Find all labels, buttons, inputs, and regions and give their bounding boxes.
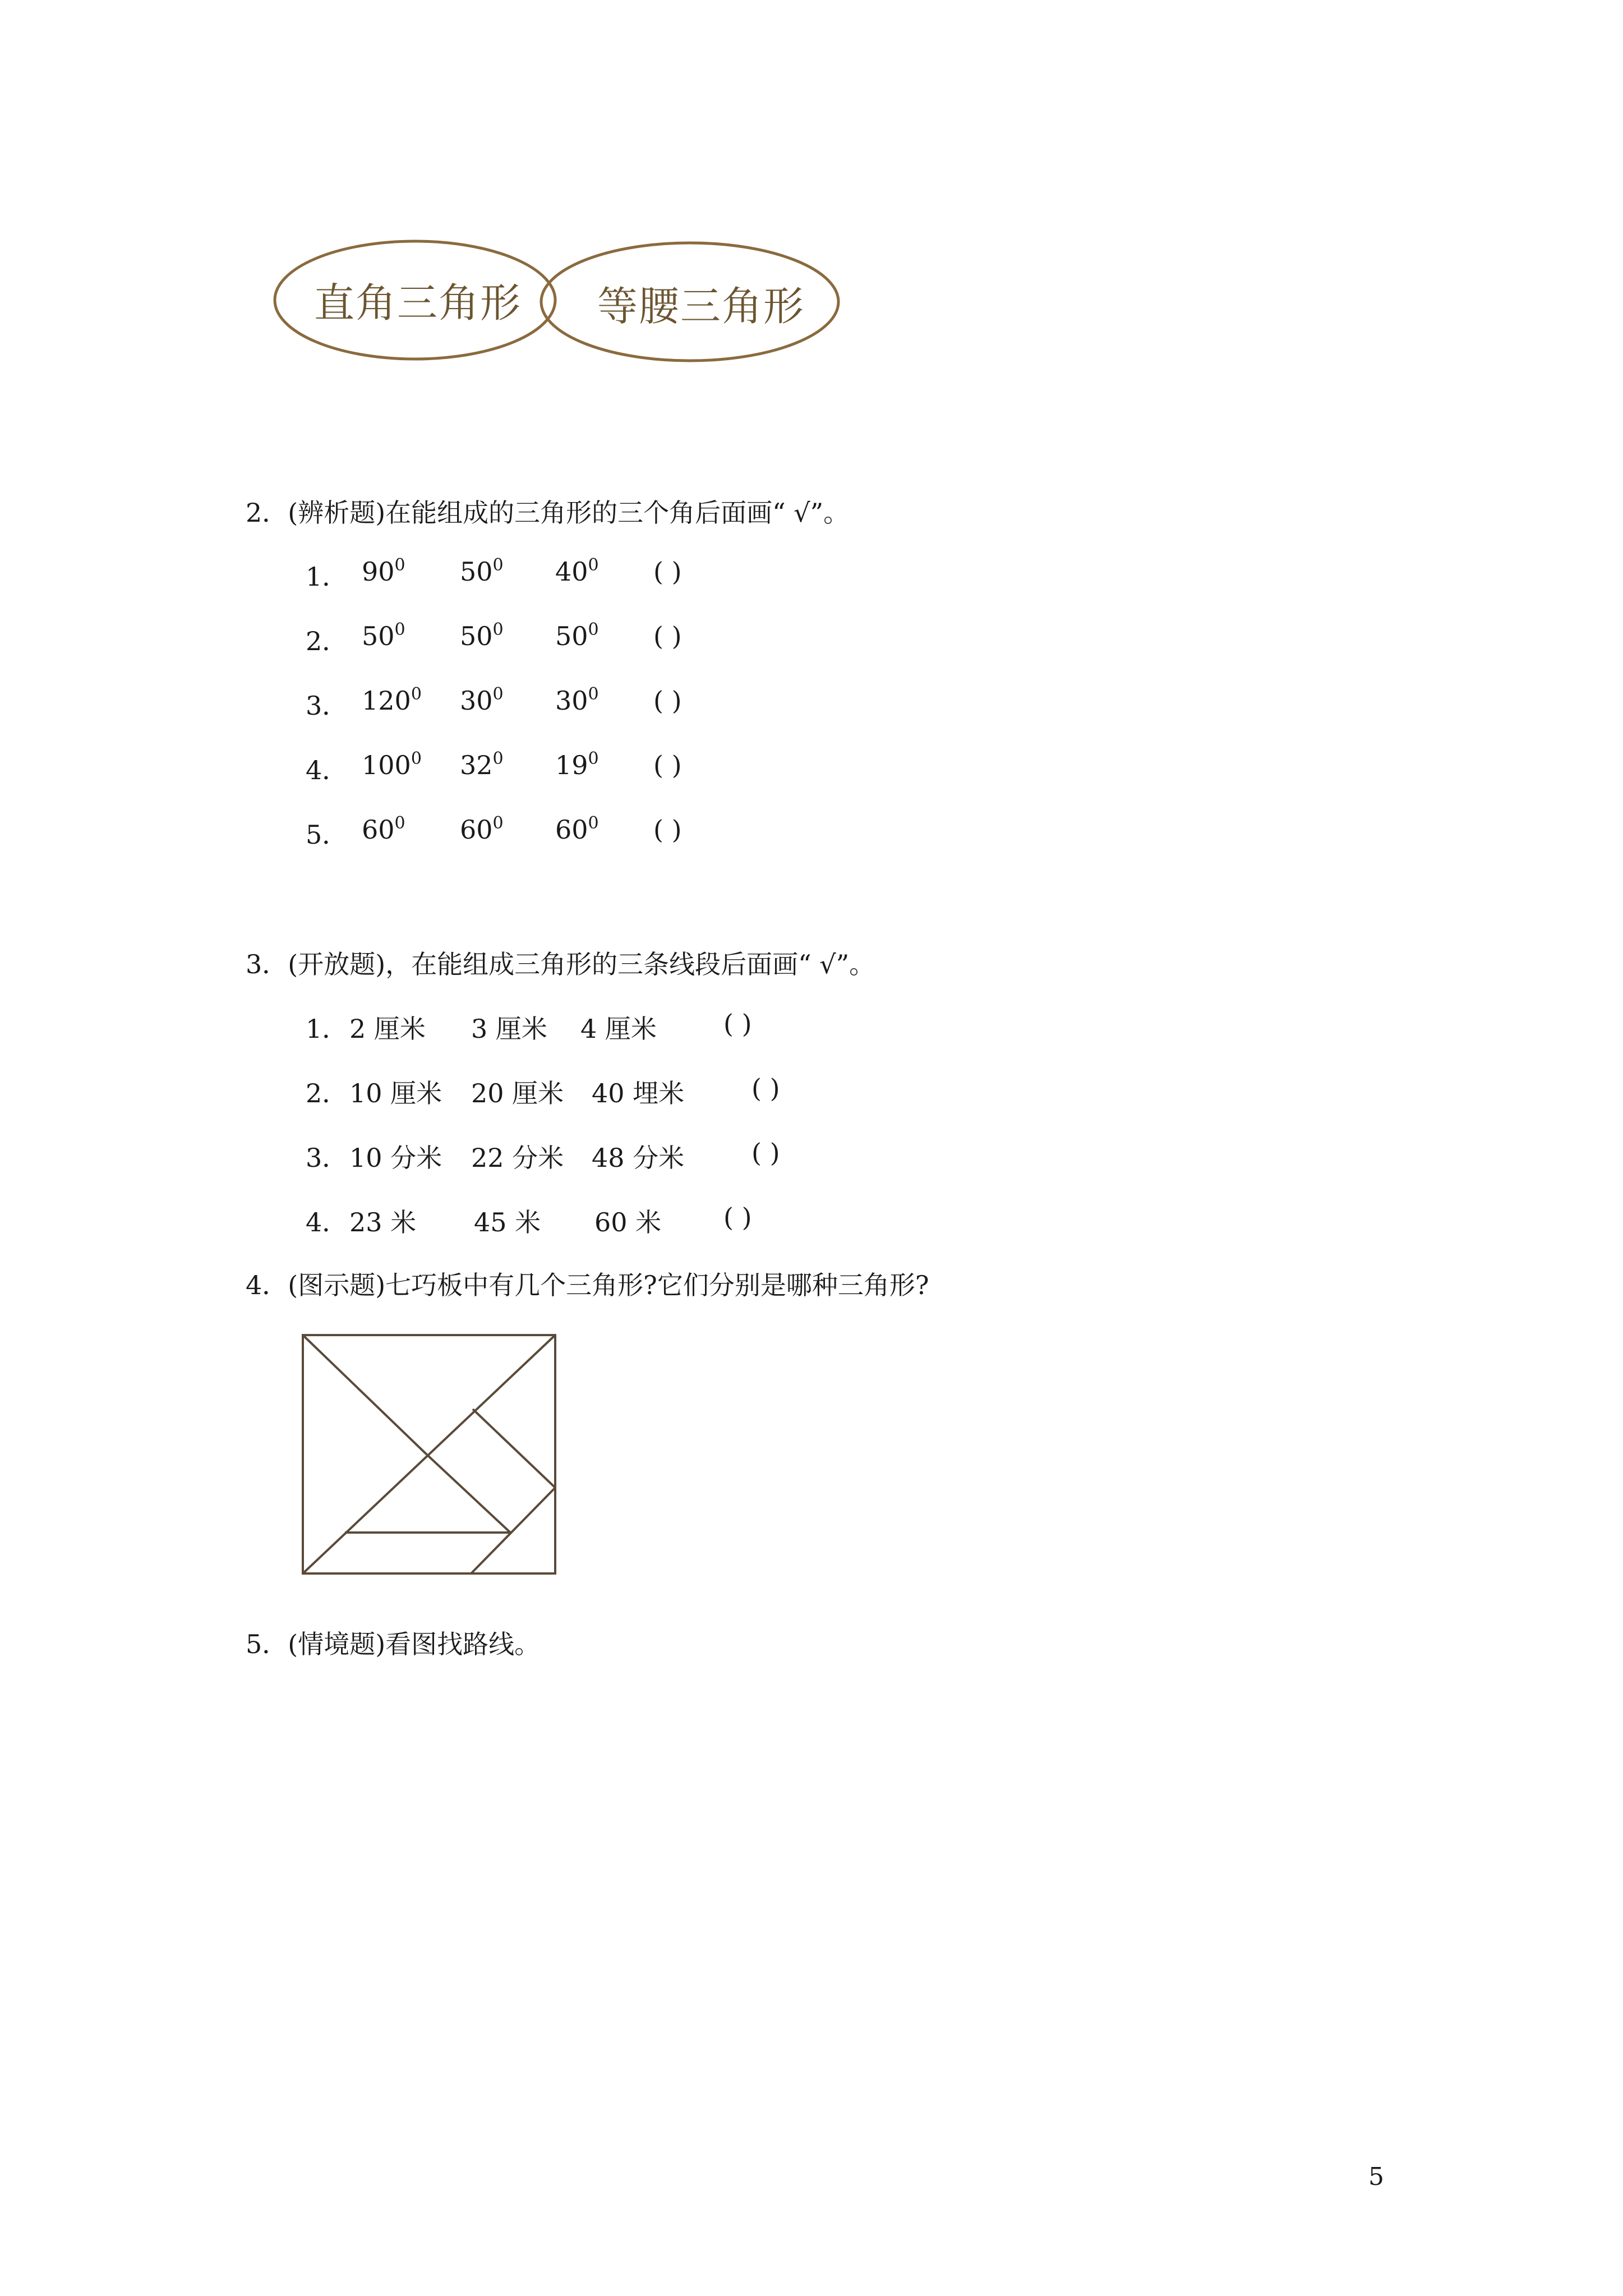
angle-c: $30^0$ xyxy=(555,684,599,716)
length-c: 40 埋米 xyxy=(592,1078,685,1108)
angle-b: $32^0$ xyxy=(460,749,504,780)
length-a: 2 厘米 xyxy=(349,1014,426,1044)
answer-parentheses[interactable]: ( ) xyxy=(653,815,682,845)
angle-b: $50^0$ xyxy=(460,555,504,587)
angle-a: $100^0$ xyxy=(362,749,422,780)
tangram-edge xyxy=(426,1454,510,1533)
answer-parentheses[interactable]: ( ) xyxy=(751,1073,780,1103)
answer-parentheses[interactable]: ( ) xyxy=(653,750,682,780)
tangram-edge xyxy=(473,1409,555,1488)
question-3-title: 3．(开放题)，在能组成三角形的三条线段后面画“ √”。 xyxy=(246,949,875,979)
answer-parentheses[interactable]: ( ) xyxy=(653,685,682,716)
item-number: 4． xyxy=(306,1207,348,1237)
item-number: 1． xyxy=(306,562,348,592)
angle-c: $60^0$ xyxy=(555,813,599,845)
length-a: 10 厘米 xyxy=(349,1078,442,1108)
angle-a: $120^0$ xyxy=(362,684,422,716)
item-number: 1． xyxy=(306,1014,348,1044)
item-number: 3． xyxy=(306,691,348,721)
tangram-edge xyxy=(471,1488,555,1573)
length-a: 10 分米 xyxy=(349,1143,442,1173)
item-number: 3． xyxy=(306,1143,348,1173)
answer-parentheses[interactable]: ( ) xyxy=(653,621,682,651)
length-c: 48 分米 xyxy=(592,1143,685,1173)
length-b: 20 厘米 xyxy=(471,1078,564,1108)
tangram-edge xyxy=(303,1335,426,1454)
angle-c: $50^0$ xyxy=(555,620,599,651)
item-number: 4． xyxy=(306,755,348,785)
answer-parentheses[interactable]: ( ) xyxy=(723,1202,752,1232)
item-number: 5． xyxy=(306,820,348,850)
angle-a: $50^0$ xyxy=(362,620,405,651)
angle-b: $30^0$ xyxy=(460,684,504,716)
answer-parentheses[interactable]: ( ) xyxy=(653,556,682,587)
tangram-figure xyxy=(300,1332,558,1590)
length-b: 45 米 xyxy=(474,1207,541,1237)
answer-parentheses[interactable]: ( ) xyxy=(723,1009,752,1039)
question-2-title: 2．(辨析题)在能组成的三角形的三个角后面画“ √”。 xyxy=(246,498,850,528)
angle-b: $60^0$ xyxy=(460,813,504,845)
angle-a: $90^0$ xyxy=(362,555,405,587)
length-b: 22 分米 xyxy=(471,1143,564,1173)
length-c: 4 厘米 xyxy=(580,1014,657,1044)
length-a: 23 米 xyxy=(349,1207,417,1237)
page-number: 5 xyxy=(1368,2162,1384,2191)
question-4-title: 4．(图示题)七巧板中有几个三角形?它们分别是哪种三角形? xyxy=(246,1270,929,1300)
angle-a: $60^0$ xyxy=(362,813,405,845)
venn-right-label: 等腰三角形 xyxy=(597,283,805,330)
item-number: 2． xyxy=(306,626,348,656)
length-b: 3 厘米 xyxy=(471,1014,547,1044)
item-number: 2． xyxy=(306,1078,348,1108)
angle-b: $50^0$ xyxy=(460,620,504,651)
length-c: 60 米 xyxy=(594,1207,662,1237)
question-5-title: 5．(情境题)看图找路线。 xyxy=(246,1629,541,1659)
venn-left-label: 直角三角形 xyxy=(314,279,522,326)
angle-c: $19^0$ xyxy=(555,749,599,780)
answer-parentheses[interactable]: ( ) xyxy=(751,1138,780,1168)
angle-c: $40^0$ xyxy=(555,555,599,587)
